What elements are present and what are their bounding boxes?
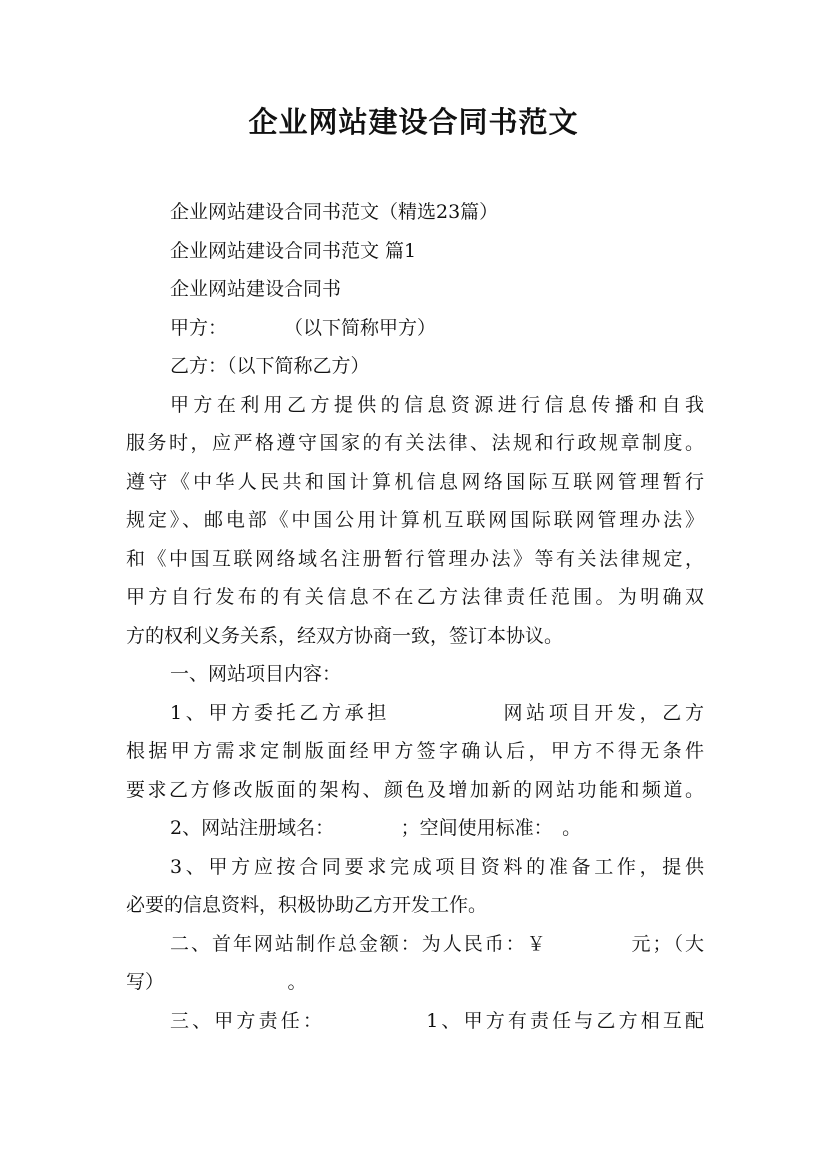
clause-line: 二、首年网站制作总金额：为人民币：￥ 元；（大	[170, 932, 704, 955]
paragraph-line: 服务时，应严格遵守国家的有关法律、法规和行政规章制度。	[126, 432, 704, 454]
document-title: 企业网站建设合同书范文	[248, 105, 579, 139]
paragraph-line: 甲方在利用乙方提供的信息资源进行信息传播和自我	[170, 393, 704, 416]
paragraph-line: 和《中国互联网络域名注册暂行管理办法》等有关法律规定，	[126, 547, 704, 570]
contract-name: 企业网站建设合同书	[170, 278, 342, 300]
paragraph-line: 遵守《中华人民共和国计算机信息网络国际互联网管理暂行	[126, 470, 704, 493]
paragraph-line: 规定》、邮电部《中国公用计算机互联网国际联网管理办法》	[126, 509, 704, 531]
clause-heading: 一、网站项目内容：	[170, 663, 342, 685]
clause-line: 2、网站注册域名： ；空间使用标准： 。	[170, 817, 582, 839]
party-b-line: 乙方：（以下简称乙方）	[170, 355, 370, 377]
document-body	[126, 193, 704, 1040]
clause-line: 根据甲方需求定制版面经甲方签字确认后，甲方不得无条件	[126, 740, 704, 762]
clause-line: 要求乙方修改版面的架构、颜色及增加新的网站功能和频道。	[126, 778, 704, 801]
paragraph-line: 方的权利义务关系，经双方协商一致，签订本协议。	[126, 624, 564, 647]
clause-line: 写） 。	[126, 971, 307, 993]
paragraph-line: 甲方自行发布的有关信息不在乙方法律责任范围。为明确双	[126, 586, 704, 608]
subtitle-line: 企业网站建设合同书范文（精选23篇）	[170, 201, 499, 223]
clause-line: 3、甲方应按合同要求完成项目资料的准备工作，提供	[170, 855, 704, 878]
party-a-line: 甲方： （以下简称甲方）	[170, 316, 437, 339]
clause-line: 三、甲方责任： 1、甲方有责任与乙方相互配	[170, 1009, 704, 1032]
clause-line: 1、甲方委托乙方承担 网站项目开发，乙方	[170, 701, 704, 724]
clause-line: 必要的信息资料，积极协助乙方开发工作。	[126, 894, 488, 916]
section-heading: 企业网站建设合同书范文 篇1	[170, 239, 417, 262]
